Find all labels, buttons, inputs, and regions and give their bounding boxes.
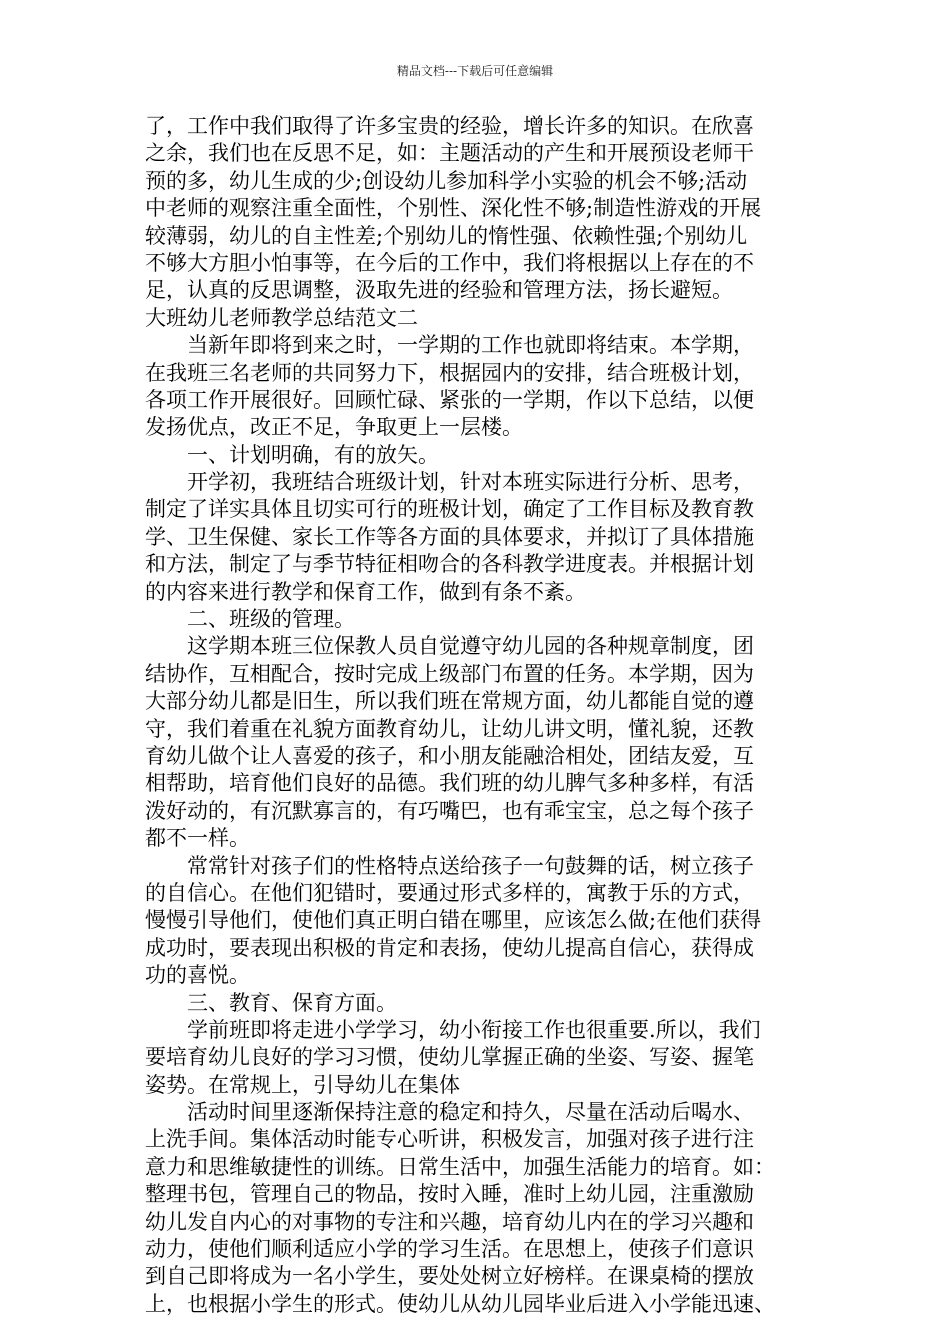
text-line: 活动时间里逐渐保持注意的稳定和持久，尽量在活动后喝水、 bbox=[187, 1100, 754, 1125]
text-line: 在我班三名老师的共同努力下，根据园内的安排，结合班极计划， bbox=[145, 360, 754, 385]
text-line: 相帮助，培育他们良好的品德。我们班的幼儿脾气多种多样，有活 bbox=[145, 771, 754, 796]
section-heading: 三、教育、保育方面。 bbox=[187, 990, 397, 1015]
text-line: 开学初，我班结合班级计划，针对本班实际进行分析、思考， bbox=[187, 470, 754, 495]
text-line: 发扬优点，改正不足，争取更上一层楼。 bbox=[145, 415, 523, 440]
text-line: 预的多，幼儿生成的少;创设幼儿参加科学小实验的机会不够;活动 bbox=[145, 168, 748, 193]
text-line: 慢慢引导他们，使他们真正明白错在哪里，应该怎么做;在他们获得 bbox=[145, 908, 762, 933]
text-line: 学、卫生保健、家长工作等各方面的具体要求，并拟订了具体措施 bbox=[145, 524, 754, 549]
section-title: 大班幼儿老师教学总结范文二 bbox=[145, 305, 418, 330]
text-line: 功的喜悦。 bbox=[145, 963, 250, 988]
text-line: 较薄弱，幼儿的自主性差;个别幼儿的惰性强、依赖性强;个别幼儿 bbox=[145, 223, 748, 248]
document-body bbox=[145, 113, 823, 1318]
text-line: 不够大方胆小怕事等，在今后的工作中，我们将根据以上存在的不 bbox=[145, 250, 754, 275]
text-line: 上，也根据小学生的形式。使幼儿从幼儿园毕业后进入小学能迅速、 bbox=[145, 1291, 775, 1316]
text-line: 到自己即将成为一名小学生，要处处树立好榜样。在课桌椅的摆放 bbox=[145, 1264, 754, 1289]
text-line: 泼好动的，有沉默寡言的，有巧嘴巴，也有乖宝宝，总之每个孩子 bbox=[145, 798, 754, 823]
text-line: 都不一样。 bbox=[145, 826, 250, 851]
page-header: 精品文档---下载后可任意编辑 bbox=[396, 64, 554, 78]
text-line: 要培育幼儿良好的学习习惯，使幼儿掌握正确的坐姿、写姿、握笔 bbox=[145, 1045, 754, 1070]
text-line: 当新年即将到来之时，一学期的工作也就即将结束。本学期， bbox=[187, 333, 754, 358]
text-line: 整理书包，管理自己的物品，按时入睡，准时上幼儿园，注重激励 bbox=[145, 1182, 754, 1207]
text-line: 和方法，制定了与季节特征相吻合的各科教学进度表。并根据计划 bbox=[145, 552, 754, 577]
text-line: 育幼儿做个让人喜爱的孩子，和小朋友能融洽相处，团结友爱，互 bbox=[145, 743, 754, 768]
text-line: 上洗手间。集体活动时能专心听讲，积极发言，加强对孩子进行注 bbox=[145, 1127, 754, 1152]
text-line: 常常针对孩子们的性格特点送给孩子一句鼓舞的话，树立孩子 bbox=[187, 853, 754, 878]
text-line: 动力，使他们顺利适应小学的学习生活。在思想上，使孩子们意识 bbox=[145, 1237, 754, 1262]
text-line: 中老师的观察注重全面性，个别性、深化性不够;制造性游戏的开展 bbox=[145, 196, 762, 221]
text-line: 这学期本班三位保教人员自觉遵守幼儿园的各种规章制度，团 bbox=[187, 634, 754, 659]
text-line: 成功时，要表现出积极的肯定和表扬，使幼儿提高自信心，获得成 bbox=[145, 935, 754, 960]
text-line: 结协作，互相配合，按时完成上级部门布置的任务。本学期，因为 bbox=[145, 661, 754, 686]
text-line: 各项工作开展很好。回顾忙碌、紧张的一学期，作以下总结，以便 bbox=[145, 387, 754, 412]
section-heading: 一、计划明确，有的放矢。 bbox=[187, 442, 439, 467]
text-line: 守，我们着重在礼貌方面教育幼儿，让幼儿讲文明，懂礼貌，还教 bbox=[145, 716, 754, 741]
text-line: 的自信心。在他们犯错时，要通过形式多样的，寓教于乐的方式， bbox=[145, 880, 754, 905]
text-line: 了，工作中我们取得了许多宝贵的经验，增长许多的知识。在欣喜 bbox=[145, 114, 754, 138]
text-line: 之余，我们也在反思不足，如：主题活动的产生和开展预设老师干 bbox=[145, 141, 754, 166]
text-line: 足，认真的反思调整，汲取先进的经验和管理方法，扬长避短。 bbox=[145, 278, 733, 303]
text-line: 的内容来进行教学和保育工作，做到有条不紊。 bbox=[145, 579, 586, 604]
text-line: 学前班即将走进小学学习，幼小衔接工作也很重要.所以，我们 bbox=[187, 1017, 761, 1042]
text-line: 制定了详实具体且切实可行的班极计划，确定了工作目标及教育教 bbox=[145, 497, 754, 522]
section-heading: 二、班级的管理。 bbox=[187, 607, 355, 632]
text-line: 大部分幼儿都是旧生，所以我们班在常规方面，幼儿都能自觉的遵 bbox=[145, 689, 754, 714]
text-line: 幼儿发自内心的对事物的专注和兴趣，培育幼儿内在的学习兴趣和 bbox=[145, 1209, 754, 1234]
text-line: 意力和思维敏捷性的训练。日常生活中，加强生活能力的培育。如： bbox=[145, 1154, 775, 1179]
text-line: 姿势。在常规上，引导幼儿在集体 bbox=[145, 1072, 460, 1097]
